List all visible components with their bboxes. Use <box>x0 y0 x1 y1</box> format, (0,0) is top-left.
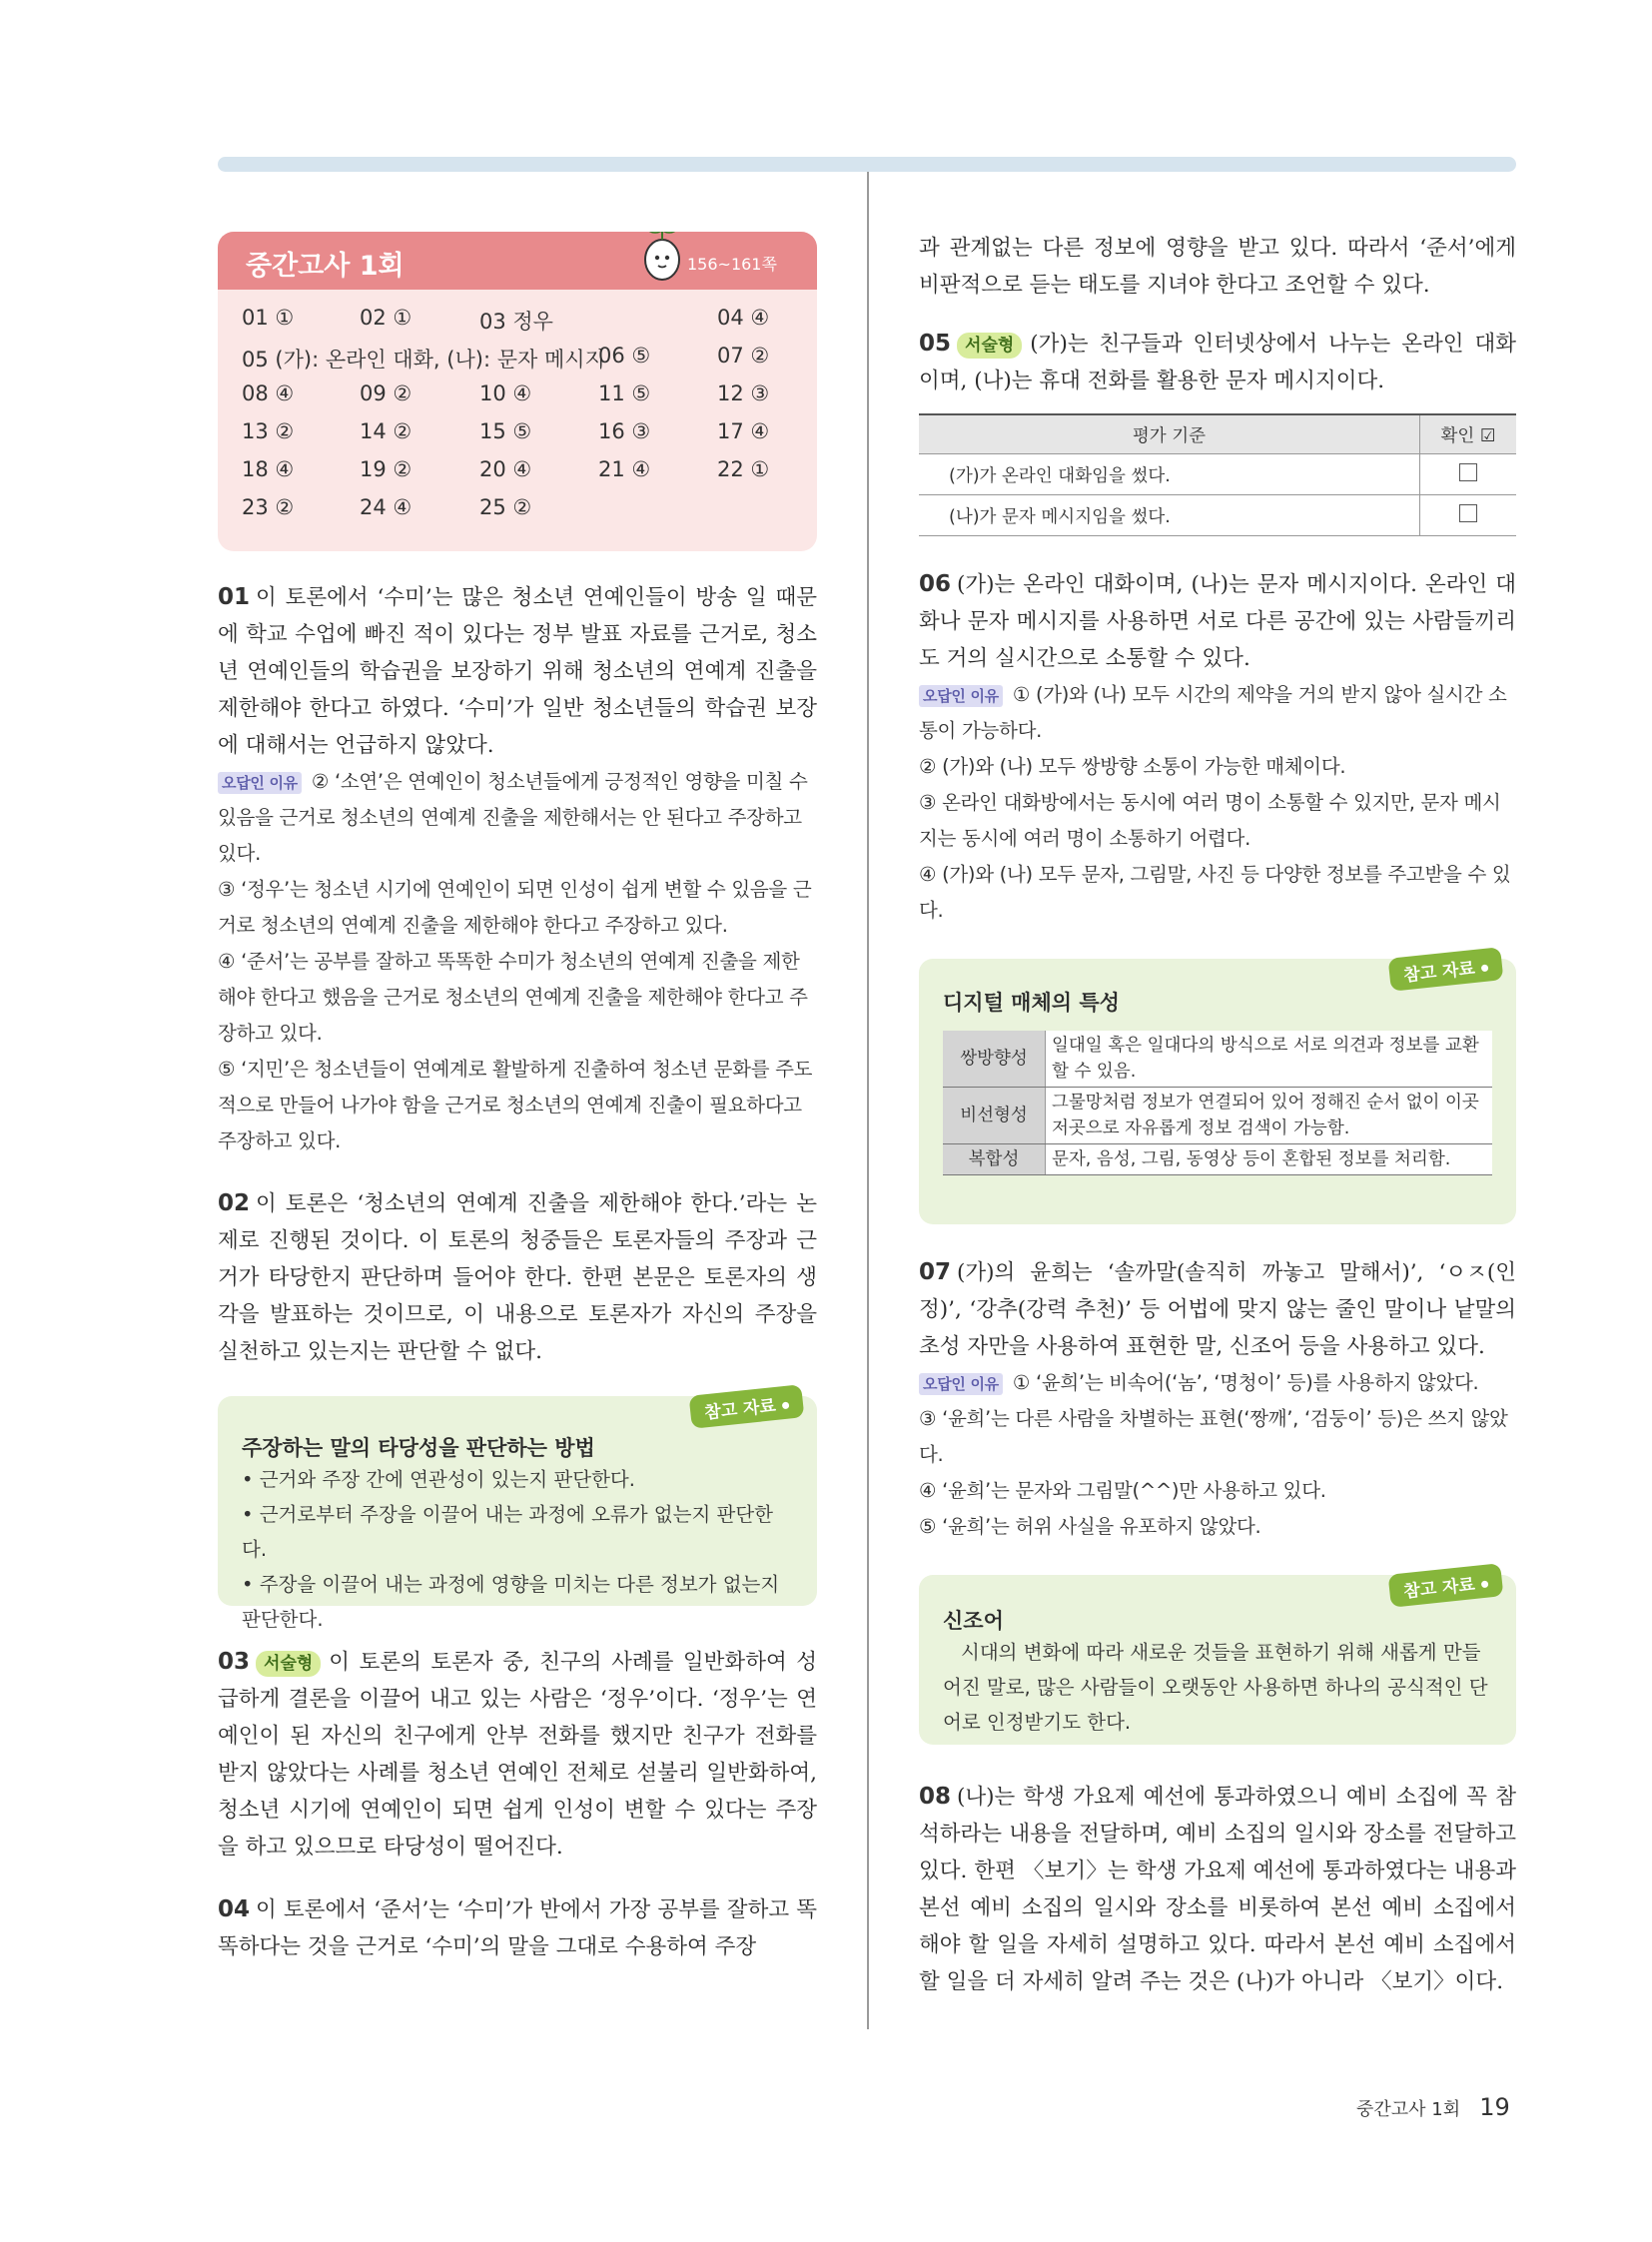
wrong-reason-text: ③ 온라인 대화방에서는 동시에 여러 명이 소통할 수 있지만, 문자 메시지는 동시에 여러 명이 소통하기 어렵다. <box>919 791 1501 850</box>
question-number: 01 <box>218 584 251 610</box>
question-number: 04 <box>218 1896 251 1922</box>
right-column <box>919 230 1516 2000</box>
check-header: 확인 ☑ <box>1420 414 1517 454</box>
criteria-row: (가)가 온라인 대화임을 썼다. <box>919 454 1420 495</box>
answer-item: 19 ② <box>360 457 413 481</box>
wrong-reason-text: ③ ‘윤희’는 다른 사람을 차별하는 표현(‘짱깨’, ‘검둥이’ 등)은 쓰지 않았다. <box>919 1407 1508 1466</box>
answer-item: 24 ④ <box>360 495 413 519</box>
wrong-reason-text: ① ‘윤희’는 비속어(‘놈’, ‘명청이’ 등)를 사용하지 않았다. <box>1012 1371 1479 1394</box>
question-06 <box>919 566 1516 929</box>
reference-tag: 참고 자료 <box>1388 947 1503 992</box>
digital-media-table <box>943 1031 1492 1175</box>
answer-item: 18 ④ <box>242 457 295 481</box>
answer-item: 21 ④ <box>598 457 651 481</box>
column-divider <box>867 172 869 2029</box>
feature-name: 비선형성 <box>943 1088 1046 1144</box>
wrong-reason-text: ⑤ ‘지민’은 청소년들이 연예계로 활발하게 진출하여 청소년 문화를 주도적으로 만들어 나가야 함을 근거로 청소년의 연예계 진출이 필요하다고 주장하고 있다. <box>218 1058 813 1152</box>
wrong-reason-text: ③ ‘정우’는 청소년 시기에 연예인이 되면 인성이 쉽게 변할 수 있음을 근거로 청소년의 연예계 진출을 제한해야 한다고 주장하고 있다. <box>218 878 812 937</box>
wrong-reason-tag: 오답인 이유 <box>919 685 1003 707</box>
top-decor-bar <box>218 157 1516 172</box>
answer-item: 05 (가): 온라인 대화, (나): 문자 메시지 <box>242 348 605 372</box>
reference-box-validity <box>218 1395 817 1631</box>
question-01 <box>218 579 817 1159</box>
checkbox[interactable] <box>1459 463 1477 481</box>
wrong-reason-text: ④ ‘윤희’는 문자와 그림말(^^)만 사용하고 있다. <box>919 1479 1326 1502</box>
page-number: 19 <box>1479 2093 1510 2121</box>
answer-item: 09 ② <box>360 381 413 405</box>
answer-item: 02 ① <box>360 306 413 330</box>
answer-item: 23 ② <box>242 495 295 519</box>
wrong-reason-text: ④ (가)와 (나) 모두 문자, 그림말, 사진 등 다양한 정보를 주고받을 수 있다. <box>919 863 1511 922</box>
question-number: 08 <box>919 1784 952 1810</box>
wrong-reason-tag: 오답인 이유 <box>218 772 302 794</box>
answer-item: 06 ⑤ <box>598 344 651 368</box>
wrong-reason-text: ⑤ ‘윤희’는 허위 사실을 유포하지 않았다. <box>919 1515 1261 1538</box>
reference-item: • 주장을 이끌어 내는 과정에 영향을 미치는 다른 정보가 없는지 판단한다. <box>242 1573 780 1631</box>
answer-item: 07 ② <box>717 344 770 368</box>
reference-box-digital <box>919 959 1516 1224</box>
sprout-mascot-icon <box>637 232 687 286</box>
feature-desc: 일대일 혹은 일대다의 방식으로 서로 의견과 정보를 교환할 수 있음. <box>1046 1031 1493 1088</box>
page-footer <box>1356 2093 1510 2121</box>
wrong-reason-text: ① (가)와 (나) 모두 시간의 제약을 거의 받지 않아 실시간 소통이 가능하다. <box>919 683 1507 742</box>
question-04-continued: 과 관계없는 다른 정보에 영향을 받고 있다. 따라서 ‘준서’에게 비판적으로 듣는 태도를 지녀야 한다고 조언할 수 있다. <box>919 236 1516 298</box>
answer-item: 17 ④ <box>717 419 770 443</box>
question-07 <box>919 1254 1516 1545</box>
explanation-text: 이 토론은 ‘청소년의 연예계 진출을 제한해야 한다.’라는 논제로 진행된 것이다. 이 토론의 청중들은 토론자들의 주장과 근거가 타당한지 판단하며 들어야 한다. 한편 본문은 토론자의 생각을 발표하는 것이므로, 이 내용으로 토론자가 자신의 주장을 실천하고 있는지는 판단할 수 없다. <box>218 1191 817 1364</box>
question-02 <box>218 1185 817 1370</box>
question-number: 02 <box>218 1190 251 1216</box>
answer-item: 10 ④ <box>479 381 532 405</box>
answer-key-header <box>218 232 817 290</box>
checkbox[interactable] <box>1459 504 1477 522</box>
reference-box-neologism <box>919 1575 1516 1745</box>
left-column <box>218 232 817 1965</box>
criteria-header: 평가 기준 <box>919 414 1420 454</box>
essay-tag: 서술형 <box>256 1651 321 1677</box>
explanation-text: (가)는 온라인 대화이며, (나)는 문자 메시지이다. 온라인 대화나 문자 메시지를 사용하면 서로 다른 공간에 있는 사람들끼리도 거의 실시간으로 소통할 수 있다. <box>919 572 1516 671</box>
reference-item: • 근거로부터 주장을 이끌어 내는 과정에 오류가 없는지 판단한다. <box>242 1503 774 1561</box>
answer-item: 25 ② <box>479 495 532 519</box>
question-08 <box>919 1779 1516 2000</box>
explanation-text: 이 토론의 토론자 중, 친구의 사례를 일반화하여 성급하게 결론을 이끌어 내고 있는 사람은 ‘정우’이다. ‘정우’는 연예인이 된 자신의 친구에게 안부 전화를 했지만 친구가 전화를 받지 않았다는 사례를 청소년 연예인 전체로 섣불리 일반화하여, 청소년 시기에 연예인이 되면 쉽게 인성이 변할 수 있다는 주장을 하고 있으므로 타당성이 떨어진다. <box>218 1650 817 1860</box>
reference-tag: 참고 자료 <box>1388 1563 1503 1608</box>
answer-item: 04 ④ <box>717 306 770 330</box>
answer-item: 03 정우 <box>479 310 553 334</box>
answer-item: 12 ③ <box>717 381 770 405</box>
answer-key-pages: 156~161쪽 <box>687 255 777 274</box>
wrong-reason-text: ② (가)와 (나) 모두 쌍방향 소통이 가능한 매체이다. <box>919 755 1346 778</box>
feature-name: 쌍방향성 <box>943 1031 1046 1088</box>
answer-item: 11 ⑤ <box>598 381 651 405</box>
grading-criteria-table <box>919 413 1516 536</box>
question-number: 03 <box>218 1649 251 1675</box>
answer-item: 22 ① <box>717 457 770 481</box>
wrong-reason-text: ② ‘소연’은 연예인이 청소년들에게 긍정적인 영향을 미칠 수 있음을 근거로 청소년의 연예계 진출을 제한해서는 안 된다고 주장하고 있다. <box>218 770 808 865</box>
answer-item: 01 ① <box>242 306 295 330</box>
explanation-text: 이 토론에서 ‘수미’는 많은 청소년 연예인들이 방송 일 때문에 학교 수업에 빠진 적이 있다는 정부 발표 자료를 근거로, 청소년 연예인들의 학습권을 보장하기 위해 청소년의 연예계 진출을 제한해야 한다고 하였다. ‘수미’가 일반 청소년들의 학습권 보장에 대해서는 언급하지 않았다. <box>218 585 817 758</box>
question-04 <box>218 1891 817 1965</box>
feature-name: 복합성 <box>943 1144 1046 1175</box>
reference-item: • 근거와 주장 간에 연관성이 있는지 판단한다. <box>242 1468 635 1491</box>
reference-title: 신조어 <box>943 1609 1004 1633</box>
feature-desc: 그물망처럼 정보가 연결되어 있어 정해진 순서 없이 이곳저곳으로 자유롭게 정보 검색이 가능함. <box>1046 1088 1493 1144</box>
answer-item: 15 ⑤ <box>479 419 532 443</box>
question-05 <box>919 326 1516 536</box>
question-03 <box>218 1644 817 1866</box>
reference-tag: 참고 자료 <box>689 1384 804 1429</box>
answer-key-box <box>218 232 817 551</box>
explanation-text: 이 토론에서 ‘준서’는 ‘수미’가 반에서 가장 공부를 잘하고 똑똑하다는 것을 근거로 ‘수미’의 말을 그대로 수용하여 주장 <box>218 1897 817 1959</box>
answer-item: 13 ② <box>242 419 295 443</box>
wrong-reason-tag: 오답인 이유 <box>919 1373 1003 1395</box>
question-number: 07 <box>919 1259 952 1285</box>
footer-label: 중간고사 1회 <box>1356 2099 1461 2120</box>
explanation-text: (가)는 친구들과 인터넷상에서 나누는 온라인 대화이며, (나)는 휴대 전화를 활용한 문자 메시지이다. <box>919 332 1516 393</box>
wrong-reason-text: ④ ‘준서’는 공부를 잘하고 똑똑한 수미가 청소년의 연예계 진출을 제한해야 한다고 했음을 근거로 청소년의 연예계 진출을 제한해야 한다고 주장하고 있다. <box>218 950 808 1045</box>
answer-key-title: 중간고사 1회 <box>246 251 405 282</box>
explanation-text: (가)의 윤희는 ‘솔까말(솔직히 까놓고 말해서)’, ‘ㅇㅈ(인정)’, ‘강추(강력 추천)’ 등 어법에 맞지 않는 줄인 말이나 낱말의 초성 자만을 사용하여 표현한 말, 신조어 등을 사용하고 있다. <box>919 1260 1516 1359</box>
reference-title: 디지털 매체의 특성 <box>943 991 1120 1015</box>
answer-item: 08 ④ <box>242 381 295 405</box>
answer-item: 16 ③ <box>598 419 651 443</box>
criteria-row: (나)가 문자 메시지임을 썼다. <box>919 495 1420 536</box>
reference-text: 시대의 변화에 따라 새로운 것들을 표현하기 위해 새롭게 만들어진 말로, 많은 사람들이 오랫동안 사용하면 하나의 공식적인 단어로 인정받기도 한다. <box>943 1641 1488 1734</box>
feature-desc: 문자, 음성, 그림, 동영상 등이 혼합된 정보를 처리함. <box>1046 1144 1493 1175</box>
question-number: 06 <box>919 571 952 597</box>
explanation-text: (나)는 학생 가요제 예선에 통과하였으니 예비 소집에 꼭 참석하라는 내용을 전달하며, 예비 소집의 일시와 장소를 전달하고 있다. 한편 〈보기〉는 학생 가요제 예선에 통과하였다는 내용과 본선 예비 소집의 일시와 장소를 비롯하여 본선 예비 소집에서 해야 할 일을 자세히 설명하고 있다. 따라서 본선 예비 소집에서 할 일을 더 자세히 알려 주는 것은 (나)가 아니라 〈보기〉이다. <box>919 1785 1516 1994</box>
answer-item: 20 ④ <box>479 457 532 481</box>
question-number: 05 <box>919 331 952 357</box>
answer-item: 14 ② <box>360 419 413 443</box>
reference-title: 주장하는 말의 타당성을 판단하는 방법 <box>242 1436 595 1460</box>
essay-tag: 서술형 <box>957 333 1022 359</box>
